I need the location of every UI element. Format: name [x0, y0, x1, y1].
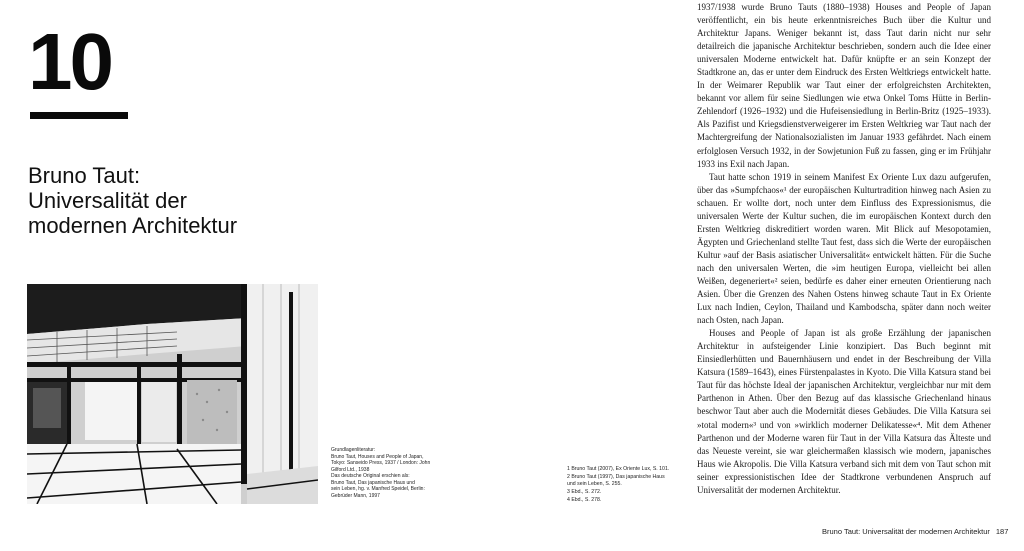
caption-line: sein Leben, hg. v. Manfred Speidel, Berlin: — [331, 486, 425, 492]
chapter-title-line: modernen Architektur — [28, 212, 238, 238]
caption-line: Gebrüder Mann, 1997 — [331, 492, 380, 499]
paragraph: Taut hatte schon 1919 in seinem Manifest Ex Oriente Lux dazu aufgerufen, über das »Sumpfchaos«¹ der europäischen Kulturtradition hinweg nach Asien zu schauen. Er wollte dort, noch unter dem Einfluss des Expressionismus, die universalen Werte der Kultur suchen, die im europäischen Kontext durch den Ersten Weltkrieg diskreditiert worden waren. Mit Blick auf Mesopotamien, Ägypten und Griechenland stellte Taut fest, dass sich die Werte der europäischen Kultur »auf der Basis asiatischer Universalität« entwickelt hätten. Für die Suche nach den universalen Werten, die »im heutigen Europa, vielleicht bei allen Weißen, degeneriert«² seien, bedürfe es daher einer erneuten Orientierung nach Asien. Über die Grenzen des Nahen Ostens hinweg schaute Taut in Ex Oriente Lux nach Indien, Ceylon, Thailand und Kambodscha, später dann noch weiter nach Osten, nach Japan. — [697, 171, 991, 326]
chapter-title — [28, 163, 328, 238]
villa-katsura-interior-photo — [27, 284, 318, 504]
footnote: und sein Leben, S. 255. — [567, 481, 622, 488]
chapter-title-line: Bruno Taut: — [28, 162, 141, 188]
chapter-rule — [30, 112, 128, 119]
running-footer-title: Bruno Taut: Universalität der modernen Architektur — [822, 527, 990, 536]
chapter-title-line: Universalität der — [28, 187, 187, 213]
footnote: 3 Ebd., S. 272. — [567, 489, 602, 496]
footnote: 1 Bruno Taut (2007), Ex Oriente Lux, S. 101. — [567, 466, 670, 472]
caption-line: Bruno Taut, Houses and People of Japan, — [331, 453, 424, 460]
footnotes — [567, 466, 687, 505]
body-text — [697, 1, 991, 497]
paragraph: 1937/1938 wurde Bruno Tauts (1880–1938) Houses and People of Japan veröffentlicht, ein bis heute erkenntnisreiches Buch über die Kultur und Architektur Japans. Weniger bekannt ist, dass Taut darin nicht nur sehr detailreich die japanische Architektur beschrieben, sondern auch die Idee einer universalen Moderne entwickelt hat. Dafür knüpfte er an sein Konzept der Stadtkrone an, das er unter dem Eindruck des Ersten Weltkriegs entwickelt hatte. In der Weimarer Republik war Taut einer der erfolgreichsten Architekten, bekannt vor allem für seine Siedlungen wie etwa Onkel Toms Hütte in Berlin-Zehlendorf (1926–1932) und die Hufeisensiedlung in Berlin-Britz (1925–1933). Als Pazifist und Kriegsdienstverweigerer im Ersten Weltkrieg war Taut nach der Machtergreifung der Nationalsozialisten im Januar 1933 gefährdet. Nach einem erfolglosen Versuch 1932, in der Sowjetunion Fuß zu fassen, ging er im Frühjahr 1933 ins Exil nach Japan. — [697, 2, 991, 169]
caption-line: Gilford Ltd., 1938 — [331, 466, 370, 473]
caption-line: Grundlagenliteratur: — [331, 447, 376, 453]
running-footer — [822, 527, 1008, 536]
paragraph: Houses and People of Japan ist als große Erzählung der japanischen Architektur in aufsteigender Linie konzipiert. Das Buch beginnt mit Einsiedlerhütten und Bauernhäusern und endet in der Beschreibung der Villa Katsura (1589–1643), eines Fürstenpalastes in Kyoto. Die Villa Katsura stand bei Taut für das höchste Ideal der japanischen Architektur, vergleichbar nur mit dem Parthenon in Athen. Über den Bezug auf das klassische Griechenland hinaus beschwor Taut aber auch die Modernität dieses Gebäudes. Die Villa Katsura sei »total modern«³ und von »wirklich moderner Delikatesse«⁴. Mit dem Athener Parthenon und der Moderne waren für Taut in der Villa Katsura das Älteste und das Neueste vereint, sie war gleichermaßen klassisch wie modern, japanisches Haus wie Akropolis. Die Villa Katsura verband sich mit dem von Taut schon mit seiner expressionistischen Idee der Stadtkrone verbundenen Anspruch auf Universalität der modernen Architektur. — [697, 328, 991, 495]
caption-line: Tokyo: Sanseido Press, 1937 / London: John — [331, 460, 431, 466]
footnote: 2 Bruno Taut (1997), Das japanische Haus — [567, 473, 665, 480]
caption-line: Das deutsche Original erschien als: — [331, 473, 410, 479]
footnote: 4 Ebd., S. 278. — [567, 496, 602, 503]
page-number: 187 — [995, 527, 1009, 536]
caption-line: Bruno Taut, Das japanische Haus und — [331, 479, 415, 486]
image-caption — [331, 447, 471, 499]
chapter-number: 10 — [28, 17, 111, 106]
